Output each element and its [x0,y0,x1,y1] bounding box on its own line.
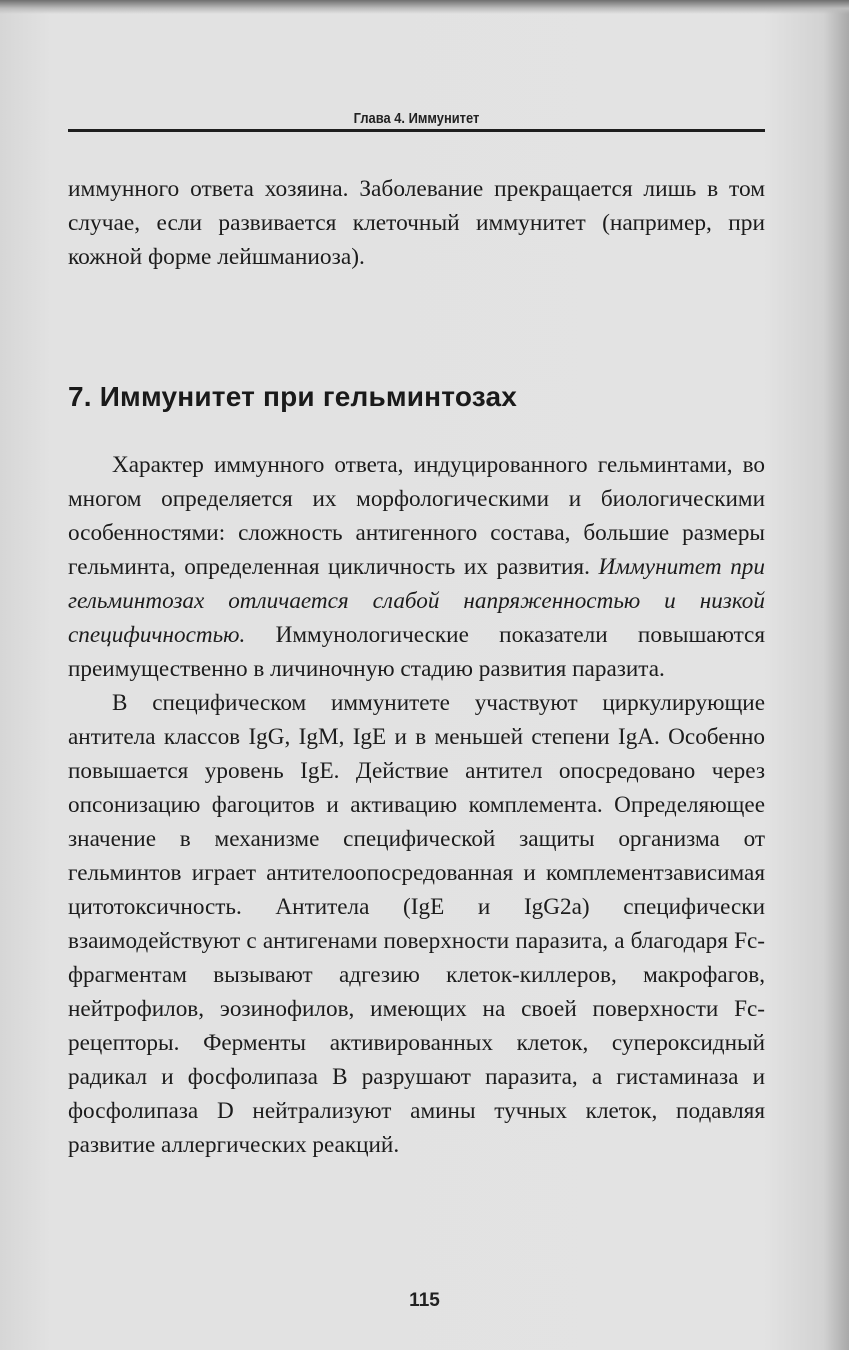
paragraph-1-start: Характер иммунного ответа, индуцированного гельминтами, во многом определяется их морфологическими и биологическими особенностями: сложность антигенного состава, большие размеры гельминта, определенная цикличность их развития. [68,452,765,580]
lead-paragraph-block [68,172,765,274]
section-body [68,448,765,1162]
running-head: Глава 4. Иммунитет [353,110,480,127]
section-title: 7. Иммунитет при гельминтозах [68,381,518,413]
paragraph-1-emphasis: Иммунитет при гельминтозах отличается слабой напряженностью и низкой специфичностью. [68,554,765,648]
lead-paragraph: иммунного ответа хозяина. Заболевание прекращается лишь в том случае, если развивается клеточный иммунитет (например, при кожной форме лейшманиоза). [68,176,765,270]
header-rule [68,129,765,132]
paragraph-2: В специфическом иммунитете участвуют циркулирующие антитела классов IgG, IgM, IgE и в меньшей степени IgA. Особенно повышается уровень IgE. Действие антител опосредовано через опсонизацию фагоцитов и активацию комплемента. Определяющее значение в механизме специфической защиты организма от гельминтов играет антителоопосредованная и комплементзависимая цитотоксичность. Антитела (IgE и IgG2a) специфически взаимодействуют с антигенами поверхности паразита, а благодаря Fc-фрагментам вызывают адгезию клеток-киллеров, макрофагов, нейтрофилов, эозинофилов, имеющих на своей поверхности Fc-рецепторы. Ферменты активированных клеток, супероксидный радикал и фосфолипаза B разрушают паразита, а гистаминаза и фосфолипаза D нейтрализуют амины тучных клеток, подавляя развитие аллергических реакций. [68,690,765,1158]
page-number: 115 [409,1290,440,1311]
paragraph-1 [68,448,765,686]
page-edge-shadow [0,0,849,14]
paragraph-1-end: Иммунологические показатели повышаются преимущественно в личиночную стадию развития паразита. [68,622,765,682]
